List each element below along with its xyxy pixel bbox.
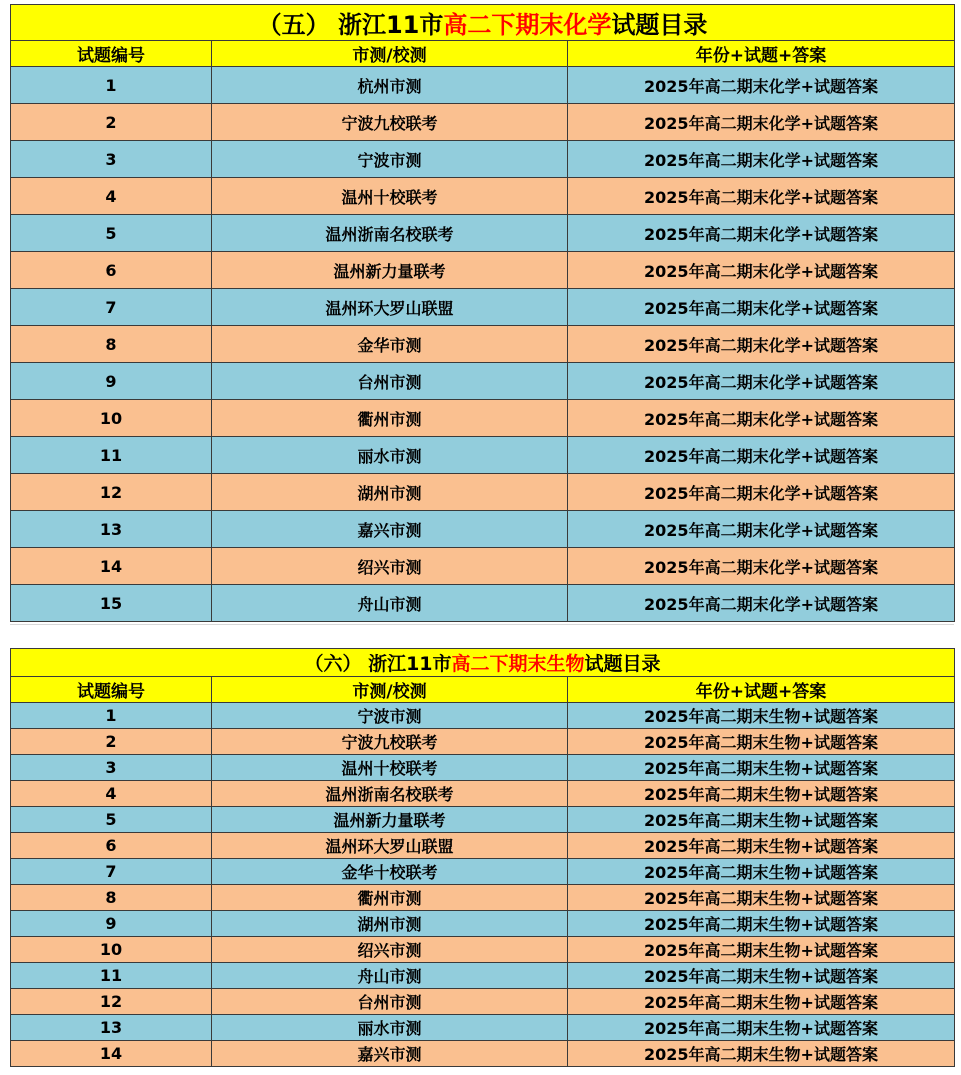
table-row [11, 178, 955, 215]
cell-exam: 舟山市测 [212, 963, 568, 989]
table-row [11, 911, 955, 937]
cell-exam: 舟山市测 [212, 585, 568, 622]
cell-number: 1 [11, 67, 212, 104]
cell-exam: 金华市测 [212, 326, 568, 363]
table-row [11, 1015, 955, 1041]
cell-number: 5 [11, 215, 212, 252]
cell-number: 13 [11, 1015, 212, 1041]
table-row [11, 400, 955, 437]
table-row [11, 289, 955, 326]
cell-number: 15 [11, 585, 212, 622]
biology-catalog-table [10, 648, 955, 1067]
cell-number: 8 [11, 326, 212, 363]
title-highlight: 高二下期末化学 [443, 11, 612, 39]
cell-exam: 温州十校联考 [212, 755, 568, 781]
header-row [11, 41, 955, 67]
cell-exam: 温州十校联考 [212, 178, 568, 215]
cell-exam: 金华十校联考 [212, 859, 568, 885]
cell-item: 2025年高二期末生物+试题答案 [568, 807, 955, 833]
cell-number: 7 [11, 859, 212, 885]
table-row [11, 548, 955, 585]
table-row [11, 1041, 955, 1067]
chemistry-catalog-table [10, 4, 955, 622]
cell-number: 2 [11, 104, 212, 141]
cell-exam: 丽水市测 [212, 1015, 568, 1041]
table-row [11, 703, 955, 729]
cell-item: 2025年高二期末化学+试题答案 [568, 363, 955, 400]
title-prefix: （六） 浙江11市 [304, 653, 452, 675]
cell-exam: 温州新力量联考 [212, 252, 568, 289]
cell-item: 2025年高二期末化学+试题答案 [568, 252, 955, 289]
cell-exam: 温州环大罗山联盟 [212, 289, 568, 326]
table-row [11, 755, 955, 781]
cell-item: 2025年高二期末生物+试题答案 [568, 1015, 955, 1041]
cell-item: 2025年高二期末生物+试题答案 [568, 885, 955, 911]
divider [10, 624, 954, 625]
cell-number: 3 [11, 755, 212, 781]
cell-exam: 台州市测 [212, 989, 568, 1015]
table-row [11, 989, 955, 1015]
column-header-exam: 市测/校测 [212, 677, 568, 703]
cell-exam: 衢州市测 [212, 885, 568, 911]
table-row [11, 215, 955, 252]
cell-number: 5 [11, 807, 212, 833]
cell-exam: 绍兴市测 [212, 937, 568, 963]
table-row [11, 885, 955, 911]
cell-item: 2025年高二期末化学+试题答案 [568, 289, 955, 326]
cell-number: 4 [11, 781, 212, 807]
cell-exam: 嘉兴市测 [212, 1041, 568, 1067]
cell-item: 2025年高二期末化学+试题答案 [568, 474, 955, 511]
cell-item: 2025年高二期末生物+试题答案 [568, 781, 955, 807]
cell-number: 12 [11, 474, 212, 511]
cell-item: 2025年高二期末生物+试题答案 [568, 963, 955, 989]
table-row [11, 437, 955, 474]
cell-exam: 宁波市测 [212, 141, 568, 178]
cell-item: 2025年高二期末化学+试题答案 [568, 585, 955, 622]
cell-item: 2025年高二期末化学+试题答案 [568, 326, 955, 363]
title-suffix: 试题目录 [584, 653, 661, 675]
column-header-item: 年份+试题+答案 [568, 677, 955, 703]
cell-item: 2025年高二期末生物+试题答案 [568, 833, 955, 859]
cell-exam: 温州浙南名校联考 [212, 215, 568, 252]
cell-exam: 湖州市测 [212, 911, 568, 937]
table-row [11, 937, 955, 963]
cell-number: 3 [11, 141, 212, 178]
cell-item: 2025年高二期末化学+试题答案 [568, 215, 955, 252]
cell-item: 2025年高二期末生物+试题答案 [568, 911, 955, 937]
cell-number: 14 [11, 1041, 212, 1067]
table-row [11, 807, 955, 833]
biology-table-title [11, 649, 955, 677]
chemistry-table-title [11, 5, 955, 41]
title-highlight: 高二下期末生物 [451, 653, 585, 675]
cell-item: 2025年高二期末化学+试题答案 [568, 178, 955, 215]
column-header-item: 年份+试题+答案 [568, 41, 955, 67]
table-row [11, 859, 955, 885]
biology-table-body [11, 703, 955, 1067]
cell-item: 2025年高二期末化学+试题答案 [568, 548, 955, 585]
cell-exam: 台州市测 [212, 363, 568, 400]
cell-exam: 宁波市测 [212, 703, 568, 729]
title-prefix: （五） 浙江11市 [257, 11, 444, 39]
cell-number: 1 [11, 703, 212, 729]
table-row [11, 141, 955, 178]
column-header-number: 试题编号 [11, 41, 212, 67]
cell-exam: 温州新力量联考 [212, 807, 568, 833]
cell-item: 2025年高二期末生物+试题答案 [568, 937, 955, 963]
table-row [11, 104, 955, 141]
cell-exam: 衢州市测 [212, 400, 568, 437]
cell-exam: 温州环大罗山联盟 [212, 833, 568, 859]
cell-number: 11 [11, 437, 212, 474]
table-row [11, 363, 955, 400]
cell-number: 2 [11, 729, 212, 755]
chemistry-table-body [11, 67, 955, 622]
cell-exam: 杭州市测 [212, 67, 568, 104]
cell-item: 2025年高二期末生物+试题答案 [568, 1041, 955, 1067]
table-row [11, 833, 955, 859]
cell-number: 8 [11, 885, 212, 911]
column-header-exam: 市测/校测 [212, 41, 568, 67]
table-row [11, 252, 955, 289]
cell-exam: 宁波九校联考 [212, 104, 568, 141]
table-row [11, 963, 955, 989]
cell-number: 9 [11, 363, 212, 400]
table-row [11, 474, 955, 511]
cell-exam: 绍兴市测 [212, 548, 568, 585]
cell-exam: 湖州市测 [212, 474, 568, 511]
cell-number: 6 [11, 833, 212, 859]
header-row [11, 677, 955, 703]
table-row [11, 585, 955, 622]
cell-number: 10 [11, 400, 212, 437]
cell-item: 2025年高二期末生物+试题答案 [568, 859, 955, 885]
cell-number: 14 [11, 548, 212, 585]
cell-exam: 温州浙南名校联考 [212, 781, 568, 807]
cell-item: 2025年高二期末化学+试题答案 [568, 141, 955, 178]
cell-item: 2025年高二期末化学+试题答案 [568, 104, 955, 141]
cell-item: 2025年高二期末生物+试题答案 [568, 755, 955, 781]
column-header-number: 试题编号 [11, 677, 212, 703]
table-row [11, 67, 955, 104]
cell-item: 2025年高二期末化学+试题答案 [568, 437, 955, 474]
table-row [11, 729, 955, 755]
cell-exam: 嘉兴市测 [212, 511, 568, 548]
cell-item: 2025年高二期末化学+试题答案 [568, 400, 955, 437]
table-row [11, 326, 955, 363]
cell-number: 7 [11, 289, 212, 326]
title-suffix: 试题目录 [611, 11, 708, 39]
cell-exam: 丽水市测 [212, 437, 568, 474]
cell-number: 10 [11, 937, 212, 963]
cell-number: 9 [11, 911, 212, 937]
cell-number: 13 [11, 511, 212, 548]
cell-number: 11 [11, 963, 212, 989]
cell-item: 2025年高二期末生物+试题答案 [568, 989, 955, 1015]
cell-number: 4 [11, 178, 212, 215]
cell-item: 2025年高二期末生物+试题答案 [568, 729, 955, 755]
cell-item: 2025年高二期末生物+试题答案 [568, 703, 955, 729]
cell-number: 6 [11, 252, 212, 289]
cell-number: 12 [11, 989, 212, 1015]
cell-item: 2025年高二期末化学+试题答案 [568, 67, 955, 104]
cell-item: 2025年高二期末化学+试题答案 [568, 511, 955, 548]
table-row [11, 781, 955, 807]
cell-exam: 宁波九校联考 [212, 729, 568, 755]
table-row [11, 511, 955, 548]
